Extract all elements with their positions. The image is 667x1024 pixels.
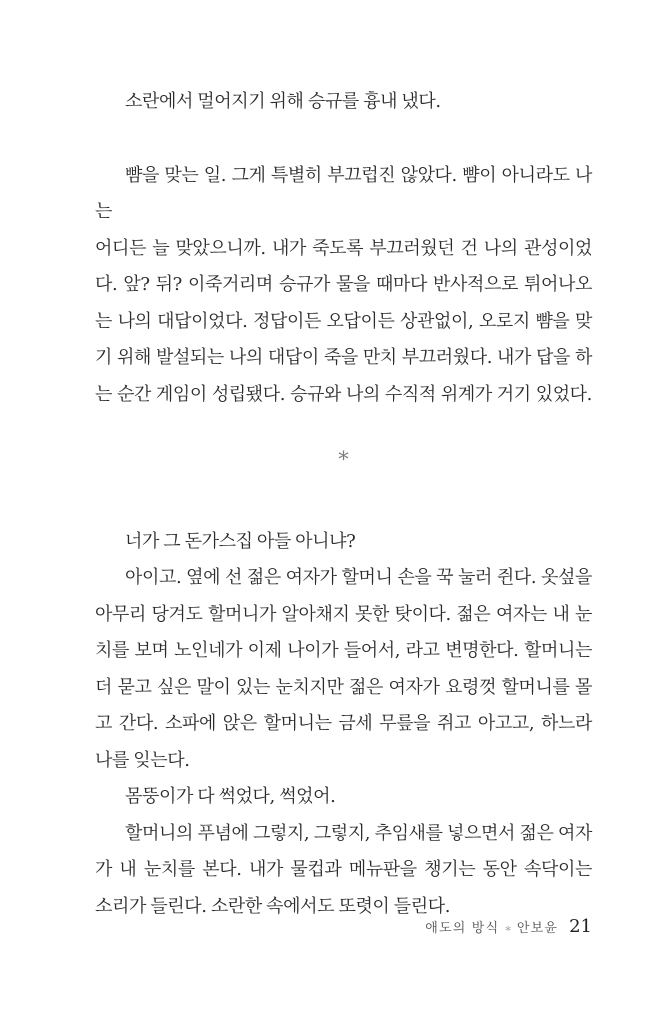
paragraph-2 — [95, 158, 592, 414]
text-line: 기 위해 발설되는 나의 대답이 죽을 만치 부끄러웠다. 내가 답을 하 — [95, 347, 592, 368]
paragraph-1 — [95, 84, 592, 121]
page-text — [95, 84, 592, 925]
text-line: 는 순간 게임이 성립됐다. 승규와 나의 수직적 위계가 거기 있었다. — [95, 383, 592, 405]
asterisk-separator-icon: ∗ — [336, 443, 351, 467]
text-line: 는 나의 대답이었다. 정답이든 오답이든 상관없이, 오로지 뺨을 맞 — [95, 310, 592, 332]
paragraph-4 — [95, 560, 592, 779]
text-line: 너가 그 돈가스집 아들 아니냐? — [125, 530, 356, 552]
text-line: 소리가 들린다. 소란한 속에서도 또렷이 들린다. — [95, 895, 451, 917]
page-footer — [425, 916, 592, 937]
text-line: 몸뚱이가 다 썩었다, 썩었어. — [125, 786, 336, 807]
text-line: 가 내 눈치를 본다. 내가 물컵과 메뉴판을 챙기는 동안 속닥이는 — [95, 859, 592, 880]
text-line: 아이고. 옆에 선 젊은 여자가 할머니 손을 꾹 눌러 쥔다. 옷섶을 — [125, 567, 592, 588]
section-separator — [95, 437, 592, 474]
text-line: 뺨을 맞는 일. 그게 특별히 부끄럽진 않았다. 뺨이 아니라도 나는 — [95, 164, 592, 222]
paragraph-6 — [95, 816, 592, 926]
page-number: 21 — [569, 916, 592, 937]
running-title: 애도의 방식 — [425, 921, 500, 936]
text-line: 할머니의 푸념에 그렇지, 그렇지, 추임새를 넣으면서 젊은 여자 — [125, 822, 592, 844]
text-line: 더 묻고 싶은 말이 있는 눈치지만 젊은 여자가 요령껏 할머니를 몰 — [95, 676, 592, 698]
text-line: 어디든 늘 맞았으니까. 내가 죽도록 부끄러웠던 건 나의 관성이었 — [95, 237, 592, 259]
text-line: 다. 앞? 뒤? 이죽거리며 승규가 물을 때마다 반사적으로 튀어나오 — [95, 274, 592, 295]
text-line: 아무리 당겨도 할머니가 알아채지 못한 탓이다. 젊은 여자는 내 눈 — [95, 603, 592, 625]
text-line: 치를 보며 노인네가 이제 나이가 들어서, 라고 변명한다. 할머니는 — [95, 640, 592, 661]
text-line: 소란에서 멀어지기 위해 승규를 흉내 냈다. — [125, 91, 441, 112]
paragraph-3 — [95, 524, 592, 561]
text-line: 나를 잊는다. — [95, 749, 190, 771]
paragraph-5 — [95, 779, 592, 816]
text-line: 고 간다. 소파에 앉은 할머니는 금세 무릎을 쥐고 아고고, 하느라 — [95, 713, 592, 734]
author-name: 안보윤 — [516, 921, 559, 936]
footer-asterisk-icon: ∗ — [504, 922, 512, 935]
